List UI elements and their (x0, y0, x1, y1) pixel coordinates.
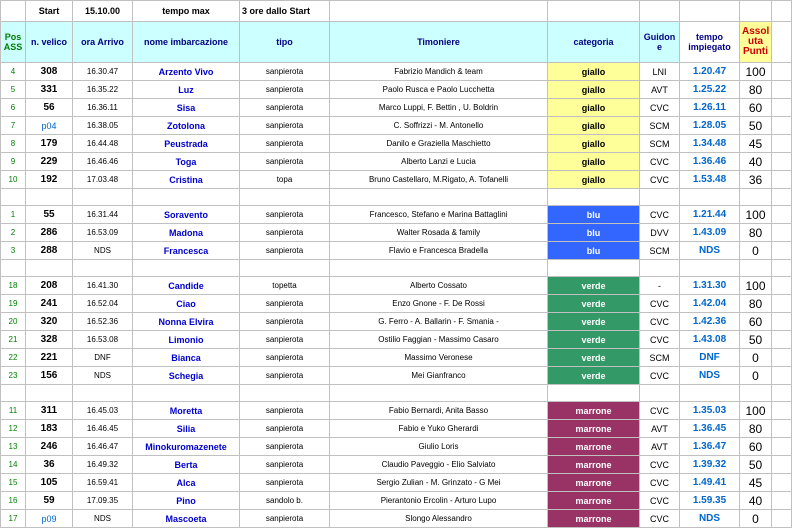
col-categoria-header: categoria (548, 22, 640, 63)
cell-velico: 328 (26, 331, 73, 349)
cell-guidone: DVV (640, 224, 680, 242)
cell-punti: 60 (740, 99, 772, 117)
cell-guidone: CVC (640, 492, 680, 510)
cell-tipo: topa (240, 171, 330, 189)
table-row (1, 295, 792, 313)
cell-punti: 60 (740, 313, 772, 331)
cell-nome: Candide (133, 277, 240, 295)
cell-categoria: marrone (548, 420, 640, 438)
cell-categoria: verde (548, 349, 640, 367)
cell-arrivo: NDS (73, 242, 133, 260)
cell-pos: 5 (1, 81, 26, 99)
cell-tipo: sanpierota (240, 81, 330, 99)
cell-punti: 60 (740, 438, 772, 456)
cell-pos: 23 (1, 367, 26, 385)
cell-tempo: 1.53.48 (680, 171, 740, 189)
cell-tempo: 1.25.22 (680, 81, 740, 99)
cell-timoniere: Paolo Rusca e Paolo Lucchetta (330, 81, 548, 99)
cell-punti: 100 (740, 277, 772, 295)
cell-categoria: verde (548, 313, 640, 331)
cell-tipo: sanpierota (240, 474, 330, 492)
cell-nome: Zotolona (133, 117, 240, 135)
cell-guidone: AVT (640, 420, 680, 438)
cell-timoniere: Mei Gianfranco (330, 367, 548, 385)
cell-arrivo: 16.30.47 (73, 63, 133, 81)
cell-guidone: CVC (640, 171, 680, 189)
cell-punti: 45 (740, 135, 772, 153)
start-label: Start (26, 1, 73, 22)
cell-pos: 9 (1, 153, 26, 171)
cell-tempo: 1.31.30 (680, 277, 740, 295)
cell-timoniere: Massimo Veronese (330, 349, 548, 367)
cell-categoria: giallo (548, 153, 640, 171)
table-row (1, 367, 792, 385)
cell-pos: 3 (1, 242, 26, 260)
cell-tipo: sanpierota (240, 313, 330, 331)
table-row (1, 331, 792, 349)
cell-categoria: blu (548, 242, 640, 260)
cell-categoria: marrone (548, 510, 640, 528)
cell-nome: Berta (133, 456, 240, 474)
cell-guidone: CVC (640, 402, 680, 420)
cell-tempo: 1.42.04 (680, 295, 740, 313)
cell-guidone: CVC (640, 295, 680, 313)
cell-arrivo: 17.03.48 (73, 171, 133, 189)
cell-punti: 100 (740, 206, 772, 224)
cell-velico: 320 (26, 313, 73, 331)
cell-nome: Pino (133, 492, 240, 510)
cell-nome: Luz (133, 81, 240, 99)
table-row (1, 117, 792, 135)
cell-tipo: sanpierota (240, 456, 330, 474)
table-row (1, 63, 792, 81)
cell-tipo: sanpierota (240, 402, 330, 420)
cell-arrivo: 16.46.45 (73, 420, 133, 438)
cell-nome: Limonio (133, 331, 240, 349)
col-tempo-header: tempo impiegato (680, 22, 740, 63)
table-row (1, 510, 792, 528)
top-info-row (1, 1, 792, 22)
cell-pos: 4 (1, 63, 26, 81)
cell-timoniere: G. Ferro - A. Ballarin - F. Smania - (330, 313, 548, 331)
cell-categoria: blu (548, 206, 640, 224)
cell-punti: 45 (740, 474, 772, 492)
cell-timoniere: Pierantonio Ercolin - Arturo Lupo (330, 492, 548, 510)
cell-punti: 50 (740, 117, 772, 135)
cell-timoniere: Fabrizio Mandich & team (330, 63, 548, 81)
cell-nome: Arzento Vivo (133, 63, 240, 81)
cell-guidone: SCM (640, 242, 680, 260)
cell-nome: Silia (133, 420, 240, 438)
cell-pos: 1 (1, 206, 26, 224)
cell-tipo: sanpierota (240, 295, 330, 313)
cell-pos: 8 (1, 135, 26, 153)
cell-nome: Ciao (133, 295, 240, 313)
cell-timoniere: Sergio Zulian - M. Grinzato - G Mei (330, 474, 548, 492)
cell-arrivo: 16.52.04 (73, 295, 133, 313)
cell-velico: 208 (26, 277, 73, 295)
cell-pos: 12 (1, 420, 26, 438)
cell-timoniere: Claudio Paveggio - Elio Salviato (330, 456, 548, 474)
cell-categoria: verde (548, 295, 640, 313)
race-date: 15.10.00 (73, 1, 133, 22)
cell-tempo: 1.43.09 (680, 224, 740, 242)
cell-tempo: 1.36.45 (680, 420, 740, 438)
cell-velico: 183 (26, 420, 73, 438)
cell-categoria: marrone (548, 438, 640, 456)
cell-punti: 80 (740, 224, 772, 242)
cell-tempo: 1.49.41 (680, 474, 740, 492)
cell-timoniere: Walter Rosada & family (330, 224, 548, 242)
col-arrivo-header: ora Arrivo (73, 22, 133, 63)
cell-pos: 7 (1, 117, 26, 135)
cell-tipo: sanpierota (240, 331, 330, 349)
cell-categoria: verde (548, 277, 640, 295)
cell-punti: 0 (740, 367, 772, 385)
cell-tempo: 1.20.47 (680, 63, 740, 81)
cell-velico: 241 (26, 295, 73, 313)
cell-nome: Francesca (133, 242, 240, 260)
cell-tempo: NDS (680, 367, 740, 385)
cell-timoniere: Ostilio Faggian - Massimo Casaro (330, 331, 548, 349)
cell-velico: 179 (26, 135, 73, 153)
table-row (1, 402, 792, 420)
cell-pos: 20 (1, 313, 26, 331)
cell-punti: 100 (740, 63, 772, 81)
cell-tipo: sanpierota (240, 367, 330, 385)
cell-velico: p04 (26, 117, 73, 135)
table-row (1, 492, 792, 510)
col-nome-header: nome imbarcazione (133, 22, 240, 63)
cell-arrivo: 16.41.30 (73, 277, 133, 295)
cell-nome: Moretta (133, 402, 240, 420)
cell-guidone: CVC (640, 367, 680, 385)
cell-arrivo: 16.46.46 (73, 153, 133, 171)
cell-categoria: giallo (548, 99, 640, 117)
col-timoniere-header: Timoniere (330, 22, 548, 63)
table-row (1, 153, 792, 171)
cell-nome: Minokuromazenete (133, 438, 240, 456)
cell-categoria: marrone (548, 474, 640, 492)
cell-timoniere: Giulio Loris (330, 438, 548, 456)
cell-punti: 50 (740, 331, 772, 349)
cell-categoria: verde (548, 331, 640, 349)
cell-tipo: sanpierota (240, 242, 330, 260)
cell-nome: Nonna Elvira (133, 313, 240, 331)
cell-categoria: marrone (548, 456, 640, 474)
table-row (1, 171, 792, 189)
cell-tempo: 1.59.35 (680, 492, 740, 510)
table-row (1, 349, 792, 367)
tempo-max-label: tempo max (133, 1, 240, 22)
cell-timoniere: Enzo Gnone - F. De Rossi (330, 295, 548, 313)
cell-guidone: SCM (640, 117, 680, 135)
cell-timoniere: Fabio Bernardi, Anita Basso (330, 402, 548, 420)
cell-guidone: CVC (640, 331, 680, 349)
cell-velico: 229 (26, 153, 73, 171)
cell-timoniere: Francesco, Stefano e Marina Battaglini (330, 206, 548, 224)
cell-guidone: CVC (640, 206, 680, 224)
cell-pos: 14 (1, 456, 26, 474)
blank-cell (1, 1, 26, 22)
cell-pos: 22 (1, 349, 26, 367)
cell-punti: 40 (740, 492, 772, 510)
group-separator-row (1, 189, 792, 206)
cell-pos: 6 (1, 99, 26, 117)
cell-pos: 19 (1, 295, 26, 313)
cell-timoniere: Fabio e Yuko Gherardi (330, 420, 548, 438)
cell-tipo: sanpierota (240, 438, 330, 456)
cell-velico: 56 (26, 99, 73, 117)
cell-guidone: CVC (640, 99, 680, 117)
cell-tipo: sanpierota (240, 117, 330, 135)
cell-tempo: 1.21.44 (680, 206, 740, 224)
tempo-max-value: 3 ore dallo Start (240, 1, 330, 22)
cell-pos: 10 (1, 171, 26, 189)
cell-pos: 17 (1, 510, 26, 528)
cell-velico: 246 (26, 438, 73, 456)
cell-pos: 16 (1, 492, 26, 510)
cell-velico: 221 (26, 349, 73, 367)
cell-timoniere: Danilo e Graziella Maschietto (330, 135, 548, 153)
table-row (1, 242, 792, 260)
cell-timoniere: Alberto Lanzi e Lucia (330, 153, 548, 171)
cell-guidone: CVC (640, 474, 680, 492)
cell-tipo: sanpierota (240, 420, 330, 438)
header-row (1, 22, 792, 63)
cell-tempo: DNF (680, 349, 740, 367)
cell-tipo: sanpierota (240, 224, 330, 242)
cell-timoniere: Bruno Castellaro, M.Rigato, A. Tofanelli (330, 171, 548, 189)
cell-categoria: verde (548, 367, 640, 385)
cell-arrivo: NDS (73, 510, 133, 528)
cell-pos: 11 (1, 402, 26, 420)
cell-pos: 2 (1, 224, 26, 242)
cell-nome: Bianca (133, 349, 240, 367)
cell-tipo: sanpierota (240, 153, 330, 171)
cell-categoria: giallo (548, 117, 640, 135)
cell-velico: p09 (26, 510, 73, 528)
cell-tempo: 1.36.47 (680, 438, 740, 456)
table-row (1, 438, 792, 456)
table-row (1, 135, 792, 153)
cell-tempo: 1.43.08 (680, 331, 740, 349)
table-row (1, 420, 792, 438)
cell-velico: 308 (26, 63, 73, 81)
cell-arrivo: 16.53.08 (73, 331, 133, 349)
cell-velico: 286 (26, 224, 73, 242)
cell-timoniere: Alberto Cossato (330, 277, 548, 295)
cell-pos: 18 (1, 277, 26, 295)
cell-categoria: giallo (548, 135, 640, 153)
cell-tipo: sanpierota (240, 63, 330, 81)
cell-arrivo: 16.36.11 (73, 99, 133, 117)
cell-punti: 0 (740, 242, 772, 260)
cell-tipo: sanpierota (240, 206, 330, 224)
cell-arrivo: 16.38.05 (73, 117, 133, 135)
cell-punti: 36 (740, 171, 772, 189)
cell-arrivo: 16.59.41 (73, 474, 133, 492)
cell-arrivo: 17.09.35 (73, 492, 133, 510)
cell-timoniere: Marco Luppi, F. Bettin , U. Boldrin (330, 99, 548, 117)
table-row (1, 277, 792, 295)
cell-arrivo: 16.31.44 (73, 206, 133, 224)
cell-nome: Toga (133, 153, 240, 171)
cell-punti: 80 (740, 81, 772, 99)
cell-arrivo: 16.46.47 (73, 438, 133, 456)
cell-punti: 40 (740, 153, 772, 171)
cell-nome: Sisa (133, 99, 240, 117)
table-row (1, 99, 792, 117)
cell-tipo: sanpierota (240, 510, 330, 528)
table-row (1, 313, 792, 331)
cell-categoria: giallo (548, 81, 640, 99)
cell-guidone: CVC (640, 456, 680, 474)
group-separator-row (1, 260, 792, 277)
cell-guidone: CVC (640, 510, 680, 528)
col-tipo-header: tipo (240, 22, 330, 63)
col-velico-header: n. velico (26, 22, 73, 63)
cell-arrivo: 16.49.32 (73, 456, 133, 474)
cell-nome: Mascoeta (133, 510, 240, 528)
cell-velico: 192 (26, 171, 73, 189)
cell-nome: Madona (133, 224, 240, 242)
cell-tempo: 1.26.11 (680, 99, 740, 117)
cell-categoria: giallo (548, 63, 640, 81)
cell-velico: 105 (26, 474, 73, 492)
cell-arrivo: 16.44.48 (73, 135, 133, 153)
cell-punti: 100 (740, 402, 772, 420)
cell-tempo: 1.35.03 (680, 402, 740, 420)
cell-velico: 288 (26, 242, 73, 260)
cell-tipo: sanpierota (240, 99, 330, 117)
cell-guidone: AVT (640, 81, 680, 99)
cell-velico: 311 (26, 402, 73, 420)
cell-arrivo: DNF (73, 349, 133, 367)
cell-categoria: blu (548, 224, 640, 242)
cell-punti: 0 (740, 349, 772, 367)
cell-pos: 13 (1, 438, 26, 456)
cell-tempo: 1.42.36 (680, 313, 740, 331)
cell-guidone: AVT (640, 438, 680, 456)
cell-nome: Cristina (133, 171, 240, 189)
table-row (1, 456, 792, 474)
cell-pos: 21 (1, 331, 26, 349)
cell-guidone: CVC (640, 313, 680, 331)
cell-tipo: sandolo b. (240, 492, 330, 510)
col-punti-header: Assol uta Punti (740, 22, 772, 63)
cell-nome: Soravento (133, 206, 240, 224)
cell-nome: Peustrada (133, 135, 240, 153)
cell-guidone: LNI (640, 63, 680, 81)
cell-pos: 15 (1, 474, 26, 492)
cell-arrivo: 16.45.03 (73, 402, 133, 420)
col-pos-header: Pos ASS (1, 22, 26, 63)
cell-arrivo: 16.35.22 (73, 81, 133, 99)
cell-tempo: NDS (680, 510, 740, 528)
table-row (1, 224, 792, 242)
cell-guidone: CVC (640, 153, 680, 171)
cell-categoria: giallo (548, 171, 640, 189)
cell-arrivo: NDS (73, 367, 133, 385)
cell-timoniere: C. Soffrizzi - M. Antonello (330, 117, 548, 135)
cell-categoria: marrone (548, 492, 640, 510)
cell-punti: 50 (740, 456, 772, 474)
cell-velico: 36 (26, 456, 73, 474)
cell-punti: 0 (740, 510, 772, 528)
table-row (1, 81, 792, 99)
cell-tempo: 1.34.48 (680, 135, 740, 153)
cell-categoria: marrone (548, 402, 640, 420)
cell-guidone: - (640, 277, 680, 295)
cell-tempo: 1.28.05 (680, 117, 740, 135)
cell-nome: Schegia (133, 367, 240, 385)
cell-arrivo: 16.53.09 (73, 224, 133, 242)
cell-timoniere: Slongo Alessandro (330, 510, 548, 528)
table-row (1, 206, 792, 224)
group-separator-row (1, 385, 792, 402)
cell-tipo: topetta (240, 277, 330, 295)
cell-velico: 331 (26, 81, 73, 99)
cell-punti: 80 (740, 420, 772, 438)
cell-tempo: 1.36.46 (680, 153, 740, 171)
cell-nome: Alca (133, 474, 240, 492)
cell-tempo: NDS (680, 242, 740, 260)
cell-guidone: SCM (640, 349, 680, 367)
cell-timoniere: Flavio e Francesca Bradella (330, 242, 548, 260)
cell-velico: 156 (26, 367, 73, 385)
cell-arrivo: 16.52.36 (73, 313, 133, 331)
cell-tipo: sanpierota (240, 135, 330, 153)
cell-punti: 80 (740, 295, 772, 313)
cell-guidone: SCM (640, 135, 680, 153)
cell-velico: 59 (26, 492, 73, 510)
cell-tipo: sanpierota (240, 349, 330, 367)
table-row (1, 474, 792, 492)
col-guidone-header: Guidon e (640, 22, 680, 63)
cell-tempo: 1.39.32 (680, 456, 740, 474)
cell-velico: 55 (26, 206, 73, 224)
